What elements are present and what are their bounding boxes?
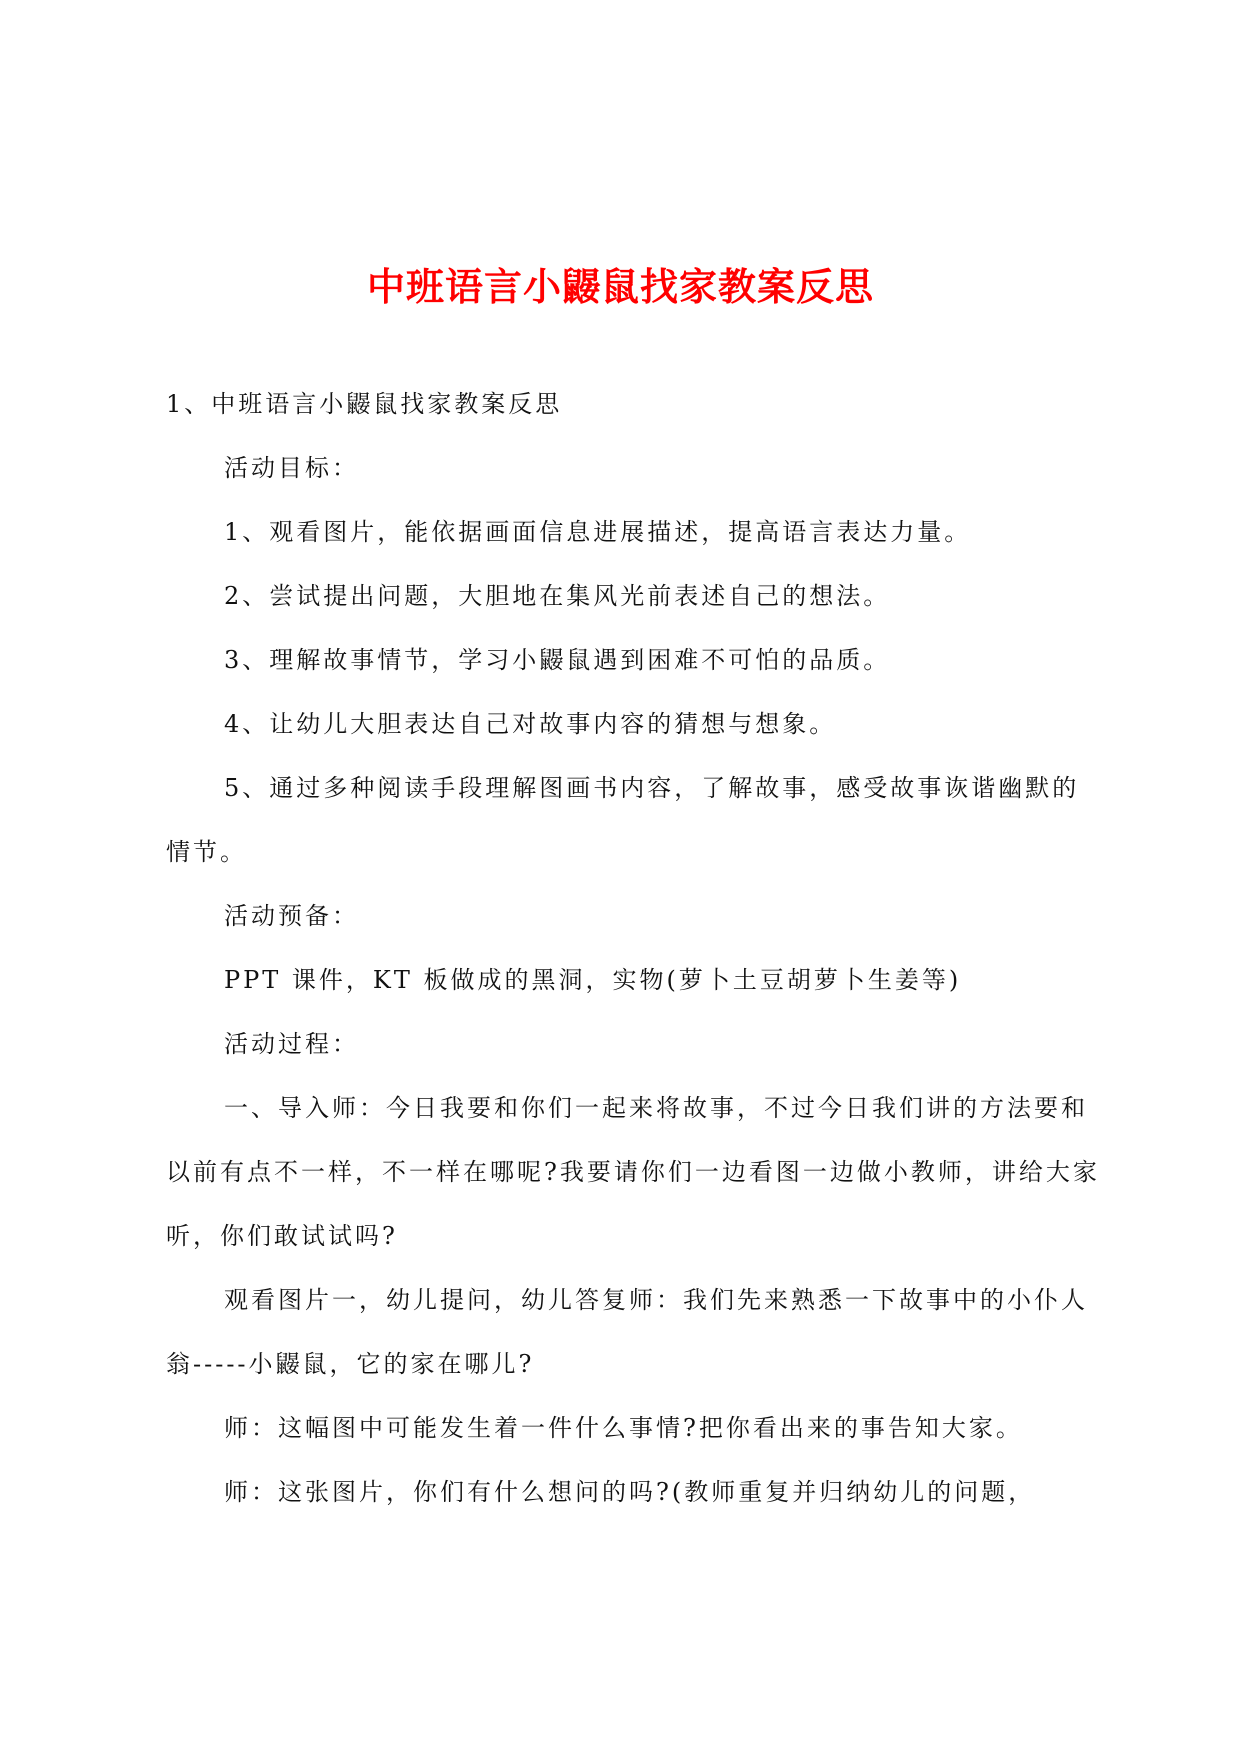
paragraph-preparation-label: 活动预备： [224, 902, 359, 930]
paragraph-goal-3: 3、理解故事情节，学习小鼹鼠遇到困难不可怕的品质。 [224, 646, 891, 674]
document-title: 中班语言小鼹鼠找家教案反思 [366, 265, 874, 309]
paragraph-picture-one: 观看图片一，幼儿提问，幼儿答复师：我们先来熟悉一下故事中的小仆人翁-----小鼹鼠，它的家在哪儿? [166, 1286, 1088, 1378]
paragraph-process-label: 活动过程： [224, 1030, 359, 1058]
paragraph-teacher-question-1: 师：这幅图中可能发生着一件什么事情?把你看出来的事告知大家。 [224, 1414, 1023, 1442]
paragraph-heading: 1、中班语言小鼹鼠找家教案反思 [166, 390, 563, 418]
paragraph-goal-5: 5、通过多种阅读手段理解图画书内容，了解故事，感受故事诙谐幽默的情节。 [166, 774, 1080, 866]
paragraph-intro: 一、导入师：今日我要和你们一起来将故事，不过今日我们讲的方法要和以前有点不一样，不一样在哪呢?我要请你们一边看图一边做小教师，讲给大家听，你们敢试试吗? [166, 1094, 1100, 1250]
paragraph-goal-2: 2、尝试提出问题，大胆地在集风光前表述自己的想法。 [224, 582, 891, 610]
paragraph-goals-label: 活动目标： [224, 454, 359, 482]
paragraph-preparation: PPT 课件，KT 板做成的黑洞，实物(萝卜土豆胡萝卜生姜等) [224, 966, 962, 994]
paragraph-goal-4: 4、让幼儿大胆表达自己对故事内容的猜想与想象。 [224, 710, 837, 738]
document-body [166, 372, 1106, 1524]
paragraph-teacher-question-2: 师：这张图片，你们有什么想问的吗?(教师重复并归纳幼儿的问题， [224, 1478, 1036, 1506]
paragraph-goal-1: 1、观看图片，能依据画面信息进展描述，提高语言表达力量。 [224, 518, 972, 546]
